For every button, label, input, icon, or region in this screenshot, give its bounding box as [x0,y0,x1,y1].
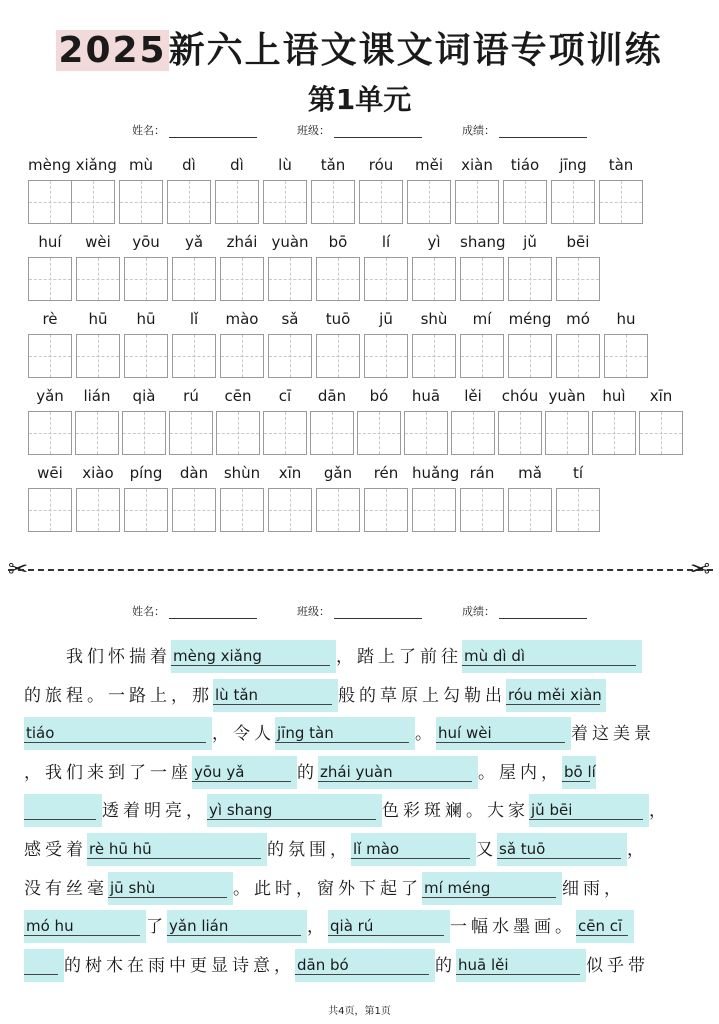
pinyin-label: tàn [608,156,634,174]
pinyin-group [268,227,312,301]
pinyin-label: tuō [325,310,351,328]
pinyin-label: cī [278,387,292,405]
passage-text: 色彩斑斓。大家 [382,801,529,822]
writing-cell[interactable] [263,180,307,224]
pinyin-group [592,381,636,455]
pinyin-label: jīng [559,156,587,174]
writing-cell[interactable] [460,257,504,301]
passage-text: 透着明亮， [102,801,207,822]
pinyin-label: lí [381,233,391,251]
pinyin-label: shùn [223,464,261,482]
pinyin-group [28,381,72,455]
pinyin-label: rén [373,464,399,482]
pinyin-group [167,150,211,224]
answer-blank[interactable] [562,756,596,789]
answer-blank[interactable] [506,679,606,712]
pinyin-group [122,381,166,455]
pinyin-label: jū [379,310,393,328]
pinyin-label: xiào [82,464,114,482]
answer-blank[interactable] [207,794,382,827]
writing-cell[interactable] [364,334,408,378]
pinyin-group [359,150,403,224]
passage-text: 感受着 [24,840,87,860]
pinyin-label: lǐ [189,310,199,328]
blank-pinyin: huā lěi [458,955,509,974]
blank-pinyin: mèng xiǎng [173,647,262,665]
writing-cell[interactable] [556,488,600,532]
writing-cell[interactable] [508,488,552,532]
pinyin-group [268,304,312,378]
pinyin-group [215,150,259,224]
answer-blank[interactable] [436,717,571,750]
passage-text: ，令人 [212,724,275,745]
writing-cell[interactable] [364,257,408,301]
pinyin-label: yǎn [36,387,64,405]
writing-cell[interactable] [220,488,264,532]
pinyin-label: hu [616,310,636,328]
passage-text: 细雨， [562,878,625,899]
passage-line [24,833,648,867]
writing-cell[interactable] [404,411,448,455]
passage-text: 的树木在雨中更显诗意， [64,955,295,976]
passage-line [24,872,625,906]
pinyin-group [364,304,408,378]
unit-subtitle: 第1单元 [307,83,412,116]
answer-blank[interactable] [351,833,476,866]
writing-cell[interactable] [220,257,264,301]
blank-pinyin: jīng tàn [277,724,334,743]
pinyin-group [455,150,499,224]
grid-row [28,458,708,538]
pinyin-group [119,150,163,224]
pinyin-group [460,458,504,532]
pinyin-group [551,150,595,224]
pinyin-group [412,304,456,378]
answer-blank[interactable] [422,872,562,905]
passage-text: ，踏上了前往 [336,647,462,667]
pinyin-group [556,304,600,378]
blank-pinyin: róu měi xiàn [508,685,602,704]
blank-pinyin: mó hu [26,917,74,936]
blank-pinyin: tiáo [26,724,55,743]
pinyin-group [220,458,264,532]
writing-cell[interactable] [412,334,456,378]
grid-row [28,304,708,384]
pinyin-group [220,304,264,378]
answer-blank[interactable] [24,949,64,982]
cut-line [8,569,713,573]
passage-line [24,794,670,828]
writing-cell[interactable] [220,334,264,378]
pinyin-group [503,150,547,224]
passage-text: ，我们来到了一座 [24,762,192,783]
writing-cell[interactable] [28,488,72,532]
pinyin-label: dàn [179,464,209,482]
pinyin-label: wēi [37,464,63,482]
pinyin-label: lù [278,156,292,174]
pinyin-label: měi [414,156,443,174]
blank-pinyin: rè hū hū [89,840,152,858]
passage-text: 着这美景 [571,724,655,745]
passage-line [24,910,634,944]
writing-cell[interactable] [28,180,72,224]
writing-cell[interactable] [545,411,589,455]
writing-cell[interactable] [556,257,600,301]
pinyin-group [460,227,504,301]
pinyin-group [412,227,456,301]
writing-cell[interactable] [364,488,408,532]
answer-blank[interactable] [529,794,649,827]
answer-blank[interactable] [108,872,233,905]
pinyin-group [556,227,600,301]
passage-text: ， [627,840,648,860]
answer-blank[interactable] [24,717,212,750]
passage-text: 的 [297,762,318,783]
pinyin-group [28,227,72,301]
answer-blank[interactable] [318,756,478,789]
pinyin-label: yǎ [184,233,204,251]
student-info-bottom [0,603,719,619]
pinyin-label: méng [508,310,552,328]
pinyin-group [316,304,360,378]
writing-cell[interactable] [28,334,72,378]
pinyin-label: mù [128,156,154,174]
scissors-right-icon: ✂ [690,555,711,583]
answer-blank[interactable] [295,949,435,982]
writing-cell[interactable] [28,411,72,455]
passage-text: 一幅水墨画。 [450,917,576,938]
class-field[interactable]: 班级： [297,122,422,138]
pinyin-group [364,227,408,301]
writing-cell[interactable] [412,488,456,532]
pinyin-label: chóu [501,387,539,405]
pinyin-label: xiàn [461,156,493,174]
pinyin-group [404,381,448,455]
name-field[interactable]: 姓名： [132,122,257,138]
passage-line [24,756,596,790]
blank-pinyin: lù tǎn [215,685,259,704]
pinyin-group [508,304,552,378]
writing-cell[interactable] [451,411,495,455]
pinyin-label: yuàn [271,233,309,251]
passage-text: 的氛围， [267,840,351,860]
pinyin-label: hū [88,310,108,328]
writing-cell[interactable] [310,411,354,455]
pinyin-group [172,304,216,378]
pinyin-group [172,458,216,532]
pinyin-label: tǎn [320,156,346,174]
passage-line [24,717,655,751]
pinyin-label: tí [572,464,584,482]
pinyin-label: huì [602,387,626,405]
writing-cell[interactable] [316,257,360,301]
writing-cell[interactable] [316,488,360,532]
pinyin-label: bēi [566,233,590,251]
pinyin-group [216,381,260,455]
page-footer: 共4页，第1页 [328,1006,391,1017]
writing-cell[interactable] [412,257,456,301]
writing-cell[interactable] [124,257,168,301]
writing-cell[interactable] [316,334,360,378]
blank-pinyin: yì shang [209,801,273,820]
pinyin-label: zhái [226,233,258,251]
blank-pinyin: bō lí [564,762,596,781]
writing-cell[interactable] [359,180,403,224]
passage-line [24,679,606,713]
passage-text: 。屋内， [478,762,562,783]
pinyin-label: hū [136,310,156,328]
writing-cell[interactable] [75,411,119,455]
blank-pinyin: jǔ bēi [531,801,573,820]
pinyin-label: jǔ [523,233,537,251]
pinyin-label: lián [83,387,111,405]
writing-cell[interactable] [357,411,401,455]
writing-cell[interactable] [268,257,312,301]
pinyin-label: yì [427,233,441,251]
pinyin-label: huǎng [412,464,460,482]
class-field[interactable]: 班级： [297,603,422,619]
passage-text: 似乎带 [586,955,649,976]
writing-cell[interactable] [122,411,166,455]
pinyin-label: qià [132,387,156,405]
pinyin-group [28,150,115,224]
pinyin-group [316,227,360,301]
answer-blank[interactable] [456,949,586,982]
grid-row [28,381,708,461]
title-year: 2025 [58,30,167,71]
pinyin-label: xīn [278,464,302,482]
writing-cell[interactable] [592,411,636,455]
pinyin-label: yōu [132,233,160,251]
pinyin-label: dān [317,387,347,405]
scissors-left-icon: ✂ [8,555,29,583]
writing-cell[interactable] [172,257,216,301]
writing-cell[interactable] [268,488,312,532]
answer-blank[interactable] [192,756,297,789]
writing-cell[interactable] [604,334,648,378]
writing-cell[interactable] [71,180,115,224]
pinyin-group [407,150,451,224]
pinyin-label: tiáo [510,156,540,174]
passage-text: 没有丝毫 [24,878,108,899]
writing-cell[interactable] [124,334,168,378]
pinyin-label: dì [182,156,196,174]
pinyin-label: mó [566,310,590,328]
pinyin-label: shang [460,233,506,251]
pinyin-label: mèng xiǎng [28,156,117,174]
writing-cell[interactable] [551,180,595,224]
writing-cell[interactable] [169,411,213,455]
pinyin-label: sǎ [281,310,299,328]
pinyin-group [76,458,120,532]
passage-text: 的 [435,955,456,976]
pinyin-group [169,381,213,455]
pinyin-group [545,381,589,455]
pinyin-label: wèi [85,233,111,251]
writing-cell[interactable] [263,411,307,455]
blank-pinyin: mí méng [424,878,491,897]
pinyin-label: róu [368,156,394,174]
passage-line [24,949,649,983]
answer-blank[interactable] [171,640,336,673]
pinyin-group [508,458,552,532]
pinyin-group [263,150,307,224]
pinyin-label: gǎn [323,464,353,482]
writing-cell[interactable] [28,257,72,301]
pinyin-group [639,381,683,455]
pinyin-label: huí [38,233,62,251]
pinyin-group [316,458,360,532]
writing-cell[interactable] [508,257,552,301]
blank-pinyin: zhái yuàn [320,762,393,781]
blank-pinyin: cēn cī [578,917,623,936]
blank-pinyin: jū shù [110,878,156,897]
pinyin-label: bó [369,387,389,405]
page-title [0,22,719,73]
writing-cell[interactable] [508,334,552,378]
blank-pinyin: yōu yǎ [194,762,245,781]
writing-cell[interactable] [124,488,168,532]
passage-text: 了 [146,917,167,938]
pinyin-group [220,227,264,301]
pinyin-label: yuàn [548,387,586,405]
writing-cell[interactable] [76,488,120,532]
pinyin-group [172,227,216,301]
pinyin-label: píng [129,464,163,482]
writing-cell[interactable] [460,488,504,532]
pinyin-label: mào [225,310,259,328]
pinyin-group [508,227,552,301]
pinyin-label: rú [183,387,199,405]
writing-cell[interactable] [76,257,120,301]
pinyin-group [263,381,307,455]
answer-blank[interactable] [213,679,338,712]
blank-pinyin: mù dì dì [464,647,526,665]
student-info-top [0,122,719,138]
score-field[interactable]: 成绩： [462,122,587,138]
writing-cell[interactable] [167,180,211,224]
pinyin-group [268,458,312,532]
pinyin-group [76,304,120,378]
pinyin-group [28,304,72,378]
name-field[interactable]: 姓名： [132,603,257,619]
writing-cell[interactable] [76,334,120,378]
pinyin-label: bō [328,233,348,251]
writing-cell[interactable] [311,180,355,224]
pinyin-label: mǎ [518,464,542,482]
pinyin-label: rè [42,310,58,328]
pinyin-label: xīn [649,387,673,405]
passage-text: 。此时，窗外下起了 [233,878,422,899]
pinyin-group [364,458,408,532]
score-field[interactable]: 成绩： [462,603,587,619]
pinyin-group [604,304,648,378]
passage-text: 。 [415,724,436,745]
writing-cell[interactable] [216,411,260,455]
passage-text: 我们怀揣着 [24,647,171,667]
writing-cell[interactable] [556,334,600,378]
answer-blank[interactable] [576,910,634,943]
pinyin-group [76,227,120,301]
pinyin-group [310,381,354,455]
pinyin-label: dì [230,156,244,174]
blank-pinyin: sǎ tuō [499,840,546,858]
answer-blank[interactable] [24,910,146,943]
answer-blank[interactable] [497,833,627,866]
answer-blank[interactable] [87,833,267,866]
writing-cell[interactable] [172,334,216,378]
passage-text: 般的草原上勾勒出 [338,685,506,706]
pinyin-label: shù [420,310,448,328]
pinyin-label: mí [472,310,492,328]
writing-cell[interactable] [407,180,451,224]
blank-pinyin: huí wèi [438,724,492,743]
answer-blank[interactable] [275,717,415,750]
writing-cell[interactable] [172,488,216,532]
pinyin-group [412,458,460,532]
writing-cell[interactable] [268,334,312,378]
pinyin-group [460,304,504,378]
pinyin-group [599,150,643,224]
pinyin-group [124,304,168,378]
answer-blank[interactable] [24,794,102,827]
writing-cell[interactable] [639,411,683,455]
pinyin-group [75,381,119,455]
passage-text: 又 [476,840,497,860]
writing-cell[interactable] [460,334,504,378]
answer-blank[interactable] [462,640,642,673]
pinyin-group [28,458,72,532]
writing-cell[interactable] [498,411,542,455]
title-text: 新六上语文课文词语专项训练 [168,30,663,71]
blank-pinyin: yǎn lián [169,917,229,936]
pinyin-label: rán [469,464,495,482]
grid-row [28,150,708,230]
passage-text: ， [307,917,328,938]
writing-cell[interactable] [599,180,643,224]
pinyin-label: huā [411,387,441,405]
pinyin-group [124,458,168,532]
blank-pinyin: qià rú [330,917,374,936]
pinyin-label: lěi [464,387,482,405]
writing-cell[interactable] [455,180,499,224]
pinyin-group [451,381,495,455]
writing-cell[interactable] [215,180,259,224]
answer-blank[interactable] [328,910,450,943]
writing-cell[interactable] [503,180,547,224]
passage-text: 的旅程。一路上，那 [24,685,213,706]
blank-pinyin: lǐ mào [353,840,400,858]
answer-blank[interactable] [167,910,307,943]
passage-text: ， [649,801,670,822]
pinyin-group [124,227,168,301]
pinyin-group [498,381,542,455]
pinyin-label: cēn [224,387,252,405]
passage-line [24,640,642,674]
pinyin-group [357,381,401,455]
pinyin-group [311,150,355,224]
pinyin-group [556,458,600,532]
blank-pinyin: dān bó [297,955,349,974]
writing-cell[interactable] [119,180,163,224]
grid-row [28,227,708,307]
